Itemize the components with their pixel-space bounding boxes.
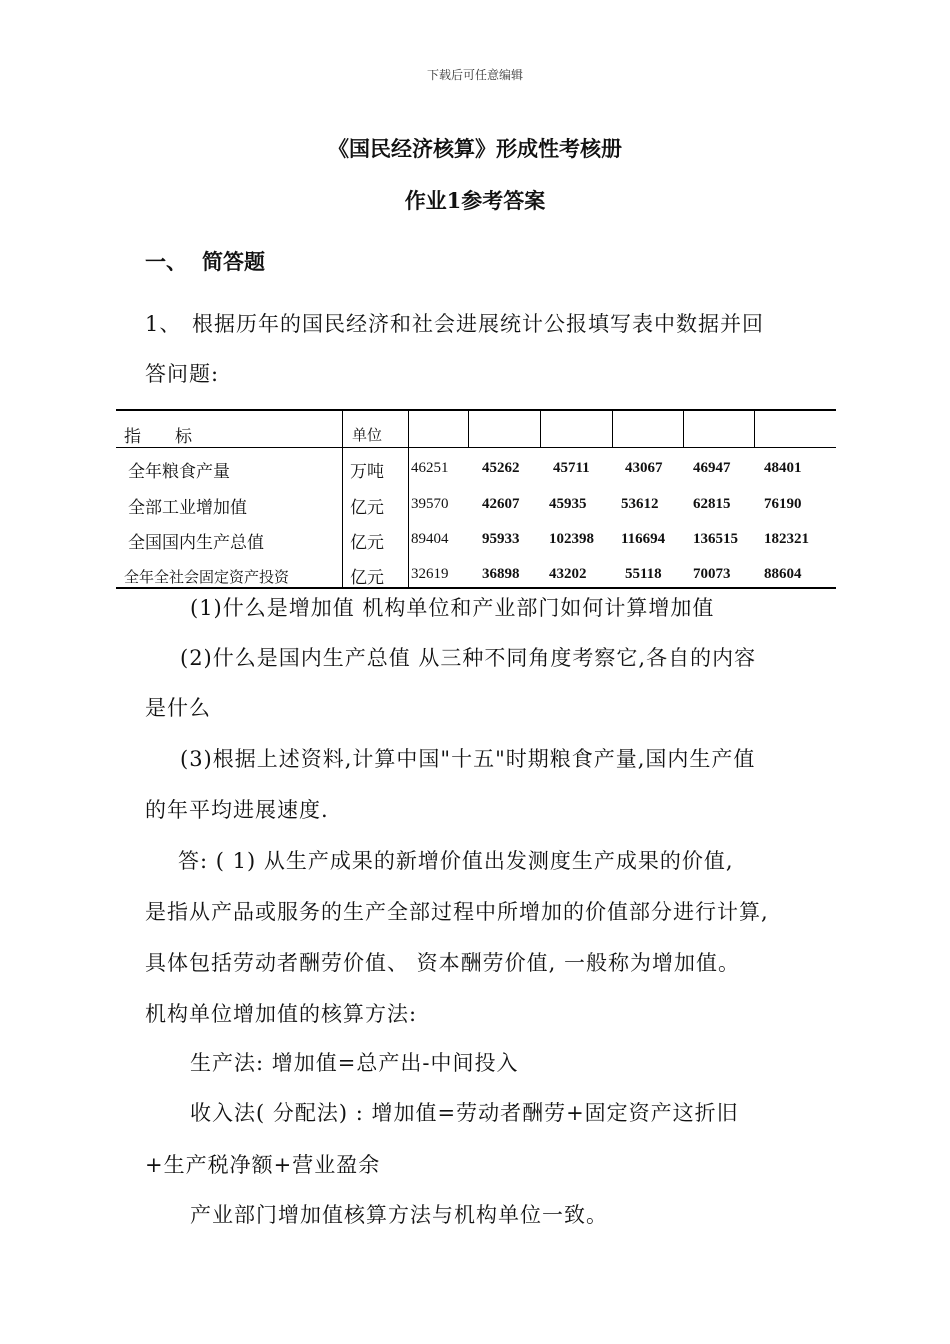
answer-line2: 是指从产品或服务的生产全部过程中所增加的价值部分进行计算, — [145, 900, 769, 924]
table-divider — [408, 409, 409, 587]
sub-question-2-line1: (2)什么是国内生产总值 从三种不同角度考察它,各自的内容 — [180, 646, 757, 670]
table-divider — [342, 409, 343, 587]
page-header: 下载后可任意编辑 — [426, 68, 523, 82]
table-cell: 88604 — [764, 566, 802, 582]
table-cell: 62815 — [693, 496, 731, 512]
table-row-label: 全年全社会固定资产投资 — [124, 568, 290, 586]
table-cell: 136515 — [693, 531, 738, 547]
section-heading: 简答题 — [202, 249, 265, 274]
answer-line6: 收入法( 分配法) : 增加值=劳动者酬劳+固定资产这折旧 — [190, 1101, 739, 1125]
table-row-label: 全国国内生产总值 — [128, 533, 264, 553]
table-bottom-rule — [116, 587, 836, 589]
table-cell: 116694 — [621, 531, 666, 547]
table-row-label: 全部工业增加值 — [128, 498, 247, 518]
sub-question-2-line2: 是什么 — [145, 696, 211, 720]
sub-question-1: (1)什么是增加值 机构单位和产业部门如何计算增加值 — [190, 596, 715, 620]
table-row-label: 全年粮食产量 — [128, 462, 230, 482]
document-subtitle: 作业1参考答案 — [404, 188, 546, 213]
answer-line1: 答: ( 1) 从生产成果的新增价值出发测度生产成果的价值, — [178, 849, 734, 873]
section-number: 一、 — [145, 249, 187, 274]
table-row-unit: 亿元 — [350, 568, 384, 588]
table-divider — [754, 409, 755, 447]
table-cell: 43202 — [549, 566, 587, 582]
table-cell: 45935 — [549, 496, 587, 512]
table-top-rule — [116, 409, 836, 411]
document-title: 《国民经济核算》形成性考核册 — [328, 136, 622, 161]
table-divider — [612, 409, 613, 447]
question-number: 1、 — [145, 312, 182, 336]
table-cell: 48401 — [764, 460, 802, 476]
table-row-unit: 亿元 — [350, 498, 384, 518]
question-text-line1: 根据历年的国民经济和社会进展统计公报填写表中数据并回 — [192, 312, 764, 336]
table-cell: 55118 — [625, 566, 662, 582]
table-cell: 46251 — [411, 460, 449, 476]
question-text-line2: 答问题: — [145, 362, 220, 386]
table-cell: 46947 — [693, 460, 731, 476]
table-cell: 102398 — [549, 531, 594, 547]
sub-question-3-line1: (3)根据上述资料,计算中国"十五"时期粮食产量,国内生产值 — [180, 747, 756, 771]
table-cell: 95933 — [482, 531, 520, 547]
table-header-indicator: 指 标 — [124, 427, 192, 447]
sub-question-3-line2: 的年平均进展速度. — [145, 798, 329, 822]
table-header-rule — [116, 447, 836, 448]
table-cell: 36898 — [482, 566, 520, 582]
answer-line8: 产业部门增加值核算方法与机构单位一致。 — [190, 1203, 608, 1227]
table-cell: 43067 — [625, 460, 663, 476]
table-divider — [540, 409, 541, 447]
table-header-unit: 单位 — [352, 426, 383, 444]
table-cell: 76190 — [764, 496, 802, 512]
answer-line3: 具体包括劳动者酬劳价值、 资本酬劳价值, 一般称为增加值。 — [145, 951, 741, 975]
table-cell: 32619 — [411, 566, 449, 582]
table-divider — [468, 409, 469, 447]
table-row-unit: 亿元 — [350, 533, 384, 553]
answer-line4: 机构单位增加值的核算方法: — [145, 1002, 418, 1026]
answer-line5: 生产法: 增加值=总产出-中间投入 — [190, 1051, 519, 1075]
table-cell: 45711 — [553, 460, 590, 476]
table-cell: 89404 — [411, 531, 449, 547]
table-cell: 182321 — [764, 531, 809, 547]
table-cell: 39570 — [411, 496, 449, 512]
answer-line7: +生产税净额+营业盈余 — [145, 1153, 381, 1177]
statistics-table — [116, 409, 836, 589]
table-row-unit: 万吨 — [350, 462, 384, 482]
table-cell: 42607 — [482, 496, 520, 512]
table-cell: 53612 — [621, 496, 659, 512]
table-cell: 45262 — [482, 460, 520, 476]
table-cell: 70073 — [693, 566, 731, 582]
table-divider — [683, 409, 684, 447]
